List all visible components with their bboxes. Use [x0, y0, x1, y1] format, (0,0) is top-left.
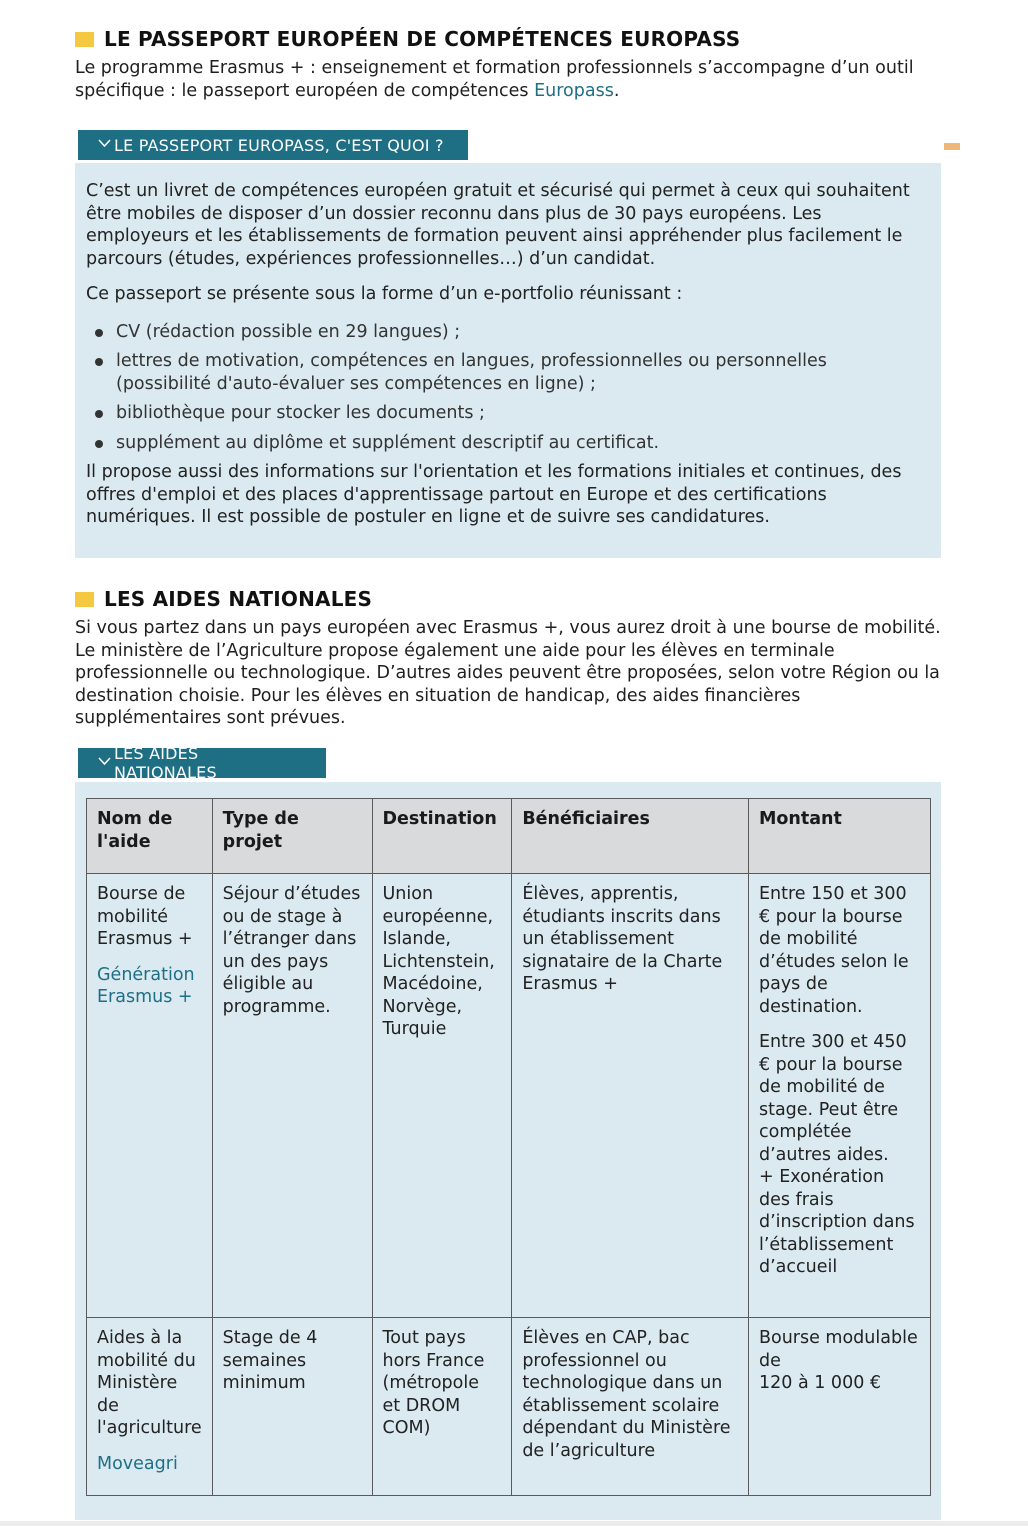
panel-paragraph: C’est un livret de compétences européen gratuit et sécurisé qui permet à ceux qui souhaitent être mobiles de disposer d’un dossier reconnu dans plus de 30 pays européens. Les employeurs et les établissements de formation peuvent ainsi appréhender plus facilement le parcours (études, expériences professionnelles…) d’un candidat.: [86, 181, 910, 269]
table-cell: [512, 874, 749, 1318]
panel-paragraph: Ce passeport se présente sous la forme d’un e-portfolio réunissant :: [86, 284, 683, 304]
list-item: [86, 432, 921, 455]
table-row: [87, 1318, 931, 1496]
generation-erasmus-link[interactable]: Génération Erasmus +: [97, 964, 195, 1007]
cell-text: Bourse de mobilité Erasmus +: [97, 884, 193, 949]
section-intro: Si vous partez dans un pays européen avec Erasmus +, vous aurez droit à une bourse de mobilité. Le ministère de l’Agriculture propose également une aide pour les élèves en terminale professionnelle ou technologique. D’autres aides peuvent être proposées, selon votre Région ou la destination choisie. Pour les élèves en situation de handicap, des aides financières supplémentaires sont prévues.: [75, 618, 941, 728]
cell-text: Entre 300 et 450 € pour la bourse de mobilité de stage. Peut être complétée d’autres aides.: [758, 1032, 907, 1165]
cell-text: 120 à 1 000 €: [758, 1373, 882, 1393]
cell-text: Union européenne, Islande, Lichtenstein, Macédoine, Norvège, Turquie: [382, 884, 495, 1039]
bullet-icon: [95, 410, 103, 418]
table-cell: [87, 874, 213, 1318]
moveagri-link[interactable]: Moveagri: [97, 1453, 178, 1474]
list-item-text: supplément au diplôme et supplément descriptif au certificat.: [116, 432, 660, 453]
accordion-panel-europass: [75, 163, 941, 558]
list-item: [86, 321, 921, 344]
intro-text: Le programme Erasmus + : enseignement et formation professionnels s’accompagne d’un outil spécifique : le passeport européen de compétences: [75, 58, 914, 101]
cell-text: Stage de 4 semaines minimum: [222, 1328, 318, 1393]
section-aides: [75, 587, 941, 730]
table-cell: [372, 1318, 512, 1496]
table-cell: [512, 1318, 749, 1496]
section-title: [75, 587, 941, 611]
cell-text: Élèves en CAP, bac professionnel ou technologique dans un établissement scolaire dépendant du Ministère de l’agriculture: [522, 1328, 731, 1461]
section-title-text: LE PASSEPORT EUROPÉEN DE COMPÉTENCES EUROPASS: [104, 27, 741, 51]
table-cell: [372, 874, 512, 1318]
column-header: Bénéficiaires: [512, 799, 749, 874]
section-title-text: LES AIDES NATIONALES: [104, 587, 373, 611]
list-item-text: CV (rédaction possible en 29 langues) ;: [116, 321, 461, 342]
accordion-label: LES AIDES NATIONALES: [114, 744, 217, 782]
table-cell: [87, 1318, 213, 1496]
list-item-text: bibliothèque pour stocker les documents ;: [116, 403, 485, 423]
cell-text: Bourse modulable de: [758, 1328, 918, 1371]
panel-paragraph: Il propose aussi des informations sur l'orientation et les formations initiales et continues, des offres d'emploi et des places d'apprentissage partout en Europe et des certifications numériques. Il est possible de postuler en ligne et de suivre ses candidatures.: [86, 462, 902, 527]
europass-link[interactable]: Europass: [534, 80, 614, 101]
table-cell: [212, 1318, 372, 1496]
cell-text: Tout pays hors France (métropole et DROM COM): [382, 1328, 485, 1438]
section-europass: [75, 27, 941, 102]
square-bullet-icon: [75, 592, 94, 607]
table-cell: [748, 874, 930, 1318]
section-intro: [75, 57, 941, 102]
bullet-icon: [95, 329, 103, 337]
column-header: Montant: [748, 799, 930, 874]
accordion-toggle-aides[interactable]: [78, 744, 326, 782]
intro-end: .: [613, 80, 620, 101]
table-cell: [212, 874, 372, 1318]
section-title: [75, 27, 941, 51]
chevron-down-icon: [98, 755, 111, 770]
cell-text: Séjour d’études ou de stage à l’étranger dans un des pays éligible au programme.: [222, 884, 361, 1017]
side-marker: [944, 143, 960, 150]
table-cell: [748, 1318, 930, 1496]
chevron-down-icon: [98, 137, 111, 152]
table-row: [87, 874, 931, 1318]
list-item: [86, 350, 921, 395]
column-header: Destination: [372, 799, 512, 874]
cell-text: Entre 150 et 300 € pour la bourse de mobilité d’études selon le pays de destination.: [758, 884, 909, 1017]
list-item: [86, 402, 921, 425]
accordion-label: LE PASSEPORT EUROPASS, C'EST QUOI ?: [114, 135, 444, 155]
table-header-row: [87, 799, 931, 874]
accordion-toggle-europass[interactable]: [78, 130, 468, 160]
bullet-icon: [95, 358, 103, 366]
column-header: Type de projet: [212, 799, 372, 874]
bullet-icon: [95, 440, 103, 448]
portfolio-list: [86, 321, 921, 455]
aides-table: [86, 798, 931, 1496]
page-bottom-edge: [0, 1521, 1028, 1526]
cell-text: Aides à la mobilité du Ministère de l'agriculture: [97, 1328, 202, 1438]
list-item-text: lettres de motivation, compétences en langues, professionnelles ou personnelles (possibilité d'auto-évaluer ses compétences en ligne) ;: [116, 351, 827, 394]
cell-text: Élèves, apprentis, étudiants inscrits dans un établissement signataire de la Charte Erasmus +: [522, 884, 723, 994]
column-header: Nom de l'aide: [87, 799, 213, 874]
cell-text: + Exonération des frais d’inscription dans l’établissement d’accueil: [758, 1167, 915, 1277]
square-bullet-icon: [75, 32, 94, 47]
